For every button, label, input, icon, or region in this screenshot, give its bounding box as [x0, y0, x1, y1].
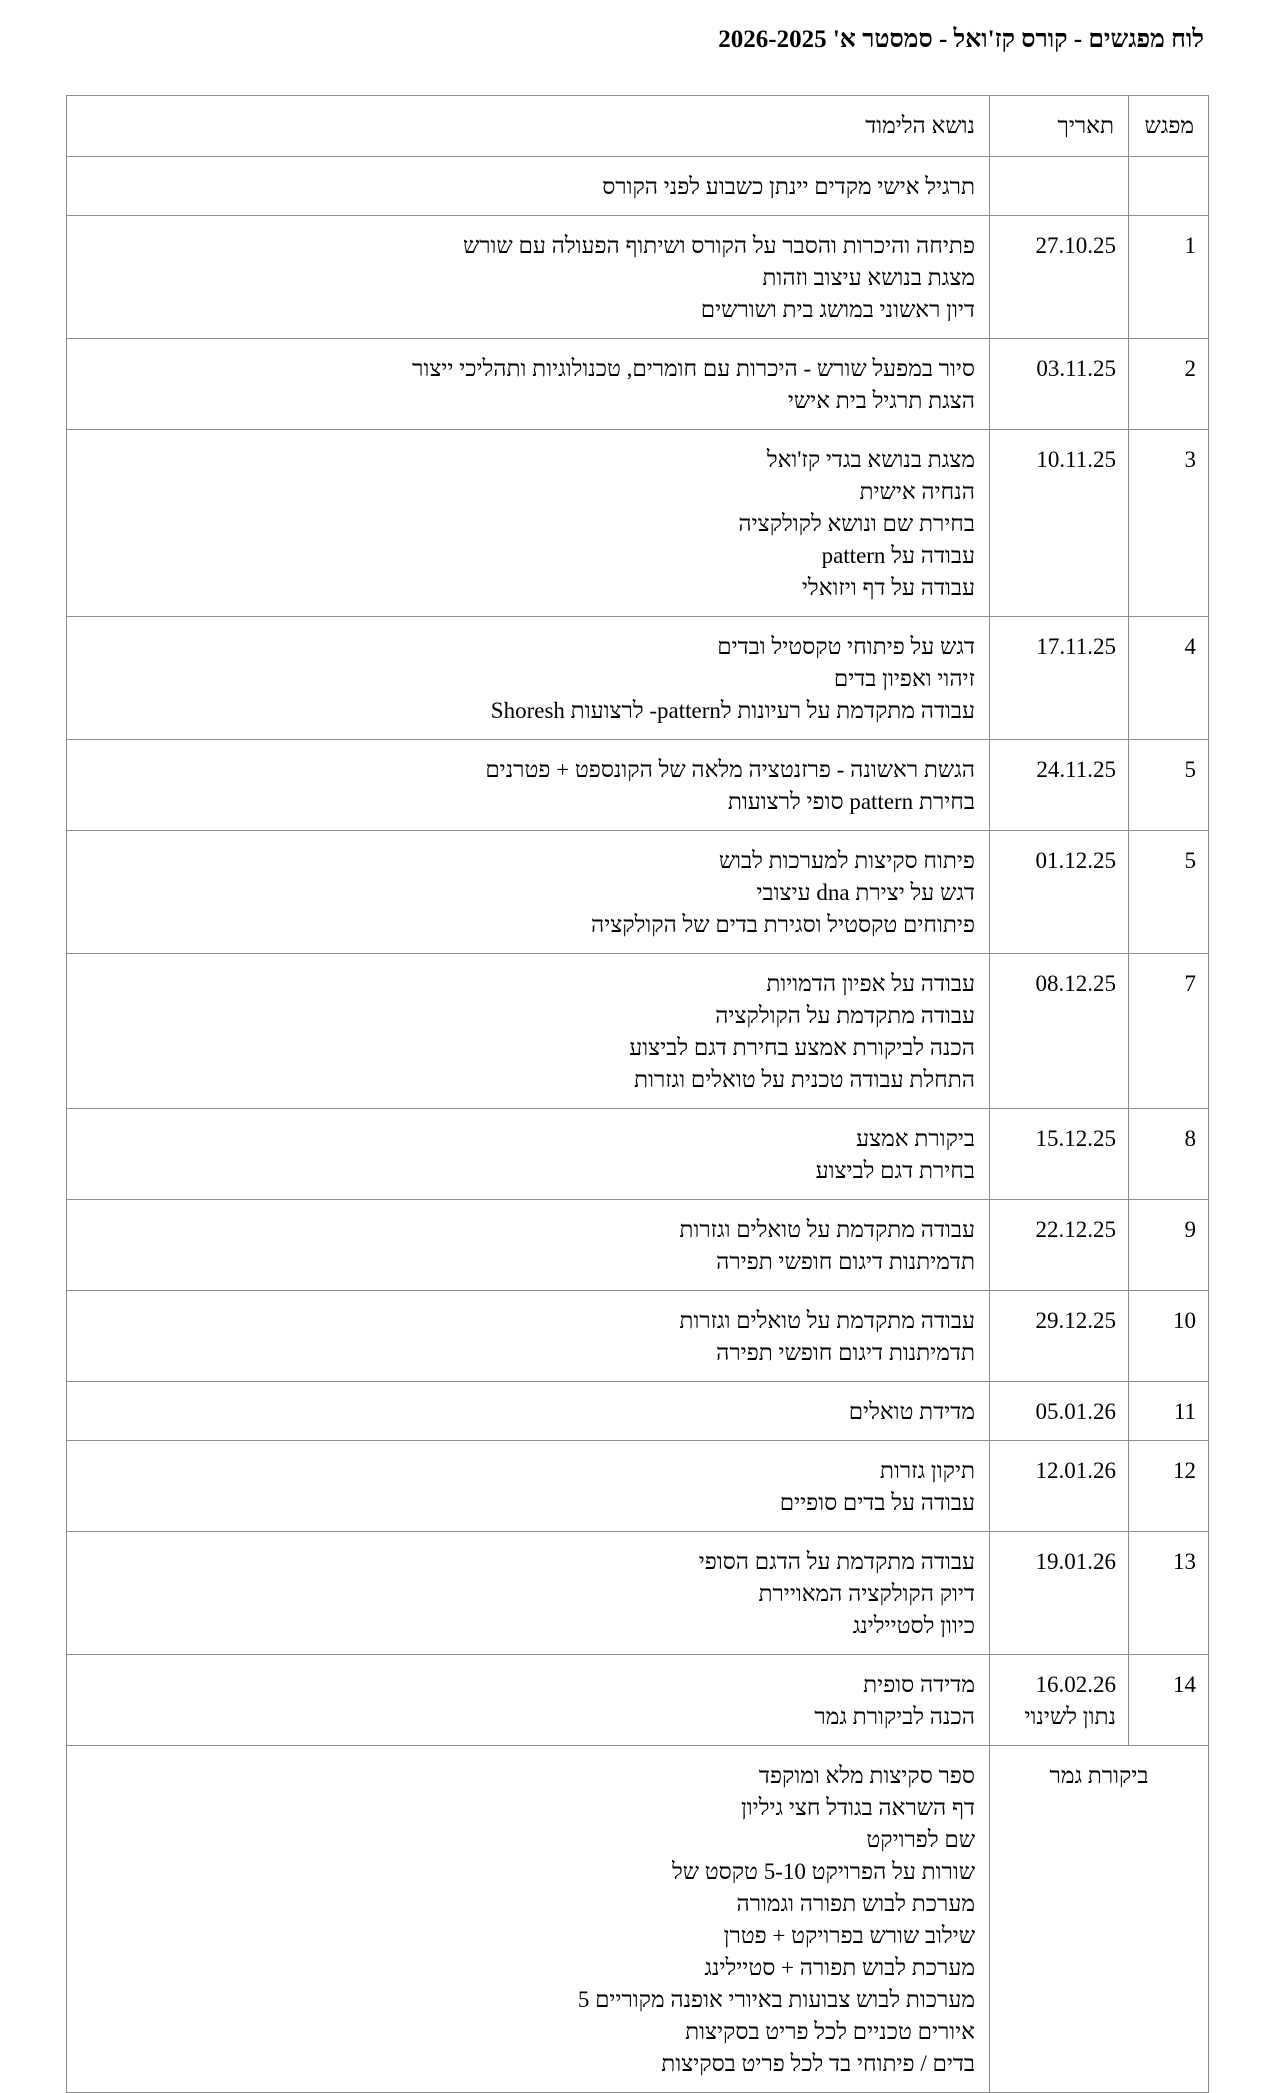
topic-line: ביקורת אמצע — [856, 1126, 975, 1151]
final-review-item: איורים טכניים לכל פריט בסקיצות — [685, 2019, 975, 2044]
date-text: 05.01.26 — [1035, 1399, 1116, 1424]
table-row — [67, 617, 1209, 740]
date-cell — [990, 430, 1129, 617]
topic-line: הכנה לביקורת גמר — [814, 1704, 975, 1729]
meeting-number-cell: 1 — [1129, 216, 1209, 339]
meeting-number-cell: 12 — [1129, 1441, 1209, 1532]
date-text: 15.12.25 — [1035, 1126, 1116, 1151]
topic-line: מדידת טואלים — [848, 1399, 975, 1424]
topic-line: בחירת דגם לביצוע — [815, 1158, 975, 1183]
table-header-row — [67, 96, 1209, 157]
topic-line: הנחיה אישית — [859, 479, 975, 504]
meeting-number-cell: 14 — [1129, 1655, 1209, 1746]
intro-row — [67, 157, 1209, 216]
topic-line: מדידה סופית — [863, 1672, 975, 1697]
topic-cell — [67, 216, 990, 339]
date-cell — [990, 954, 1129, 1109]
table-row — [67, 216, 1209, 339]
topic-cell — [67, 831, 990, 954]
topic-line: כיוון לסטיילינג — [852, 1613, 975, 1638]
topic-cell — [67, 1291, 990, 1382]
topic-line: עבודה על דף ויזואלי — [801, 575, 975, 600]
final-review-item: בדים / פיתוחי בד לכל פריט בסקיצות — [661, 2051, 975, 2076]
final-review-row — [67, 1746, 1209, 2093]
date-text: 10.11.25 — [1036, 447, 1116, 472]
topic-line: מצגת בנושא בגדי קז'ואל — [766, 447, 975, 472]
intro-date-cell — [990, 157, 1129, 216]
date-cell — [990, 1532, 1129, 1655]
topic-line: עבודה מתקדמת על הדגם הסופי — [698, 1549, 975, 1574]
topic-line: עבודה על בדים סופיים — [779, 1490, 975, 1515]
table-row — [67, 1532, 1209, 1655]
table-row — [67, 740, 1209, 831]
topic-line: פיתוח סקיצות למערכות לבוש — [718, 848, 975, 873]
date-cell — [990, 339, 1129, 430]
table-row — [67, 954, 1209, 1109]
date-cell — [990, 1109, 1129, 1200]
topic-line: סיור במפעל שורש - היכרות עם חומרים, טכנולוגיות ותהליכי ייצור — [412, 356, 975, 381]
topic-line: עבודה על pattern — [821, 543, 975, 568]
table-row — [67, 339, 1209, 430]
meeting-number-cell: 4 — [1129, 617, 1209, 740]
topic-line: הגשת ראשונה - פרזנטציה מלאה של הקונספט + פטרנים — [485, 757, 975, 782]
final-review-item: שורות על הפרויקט 5-10 טקסט של — [671, 1859, 975, 1884]
topic-line: פיתוחים טקסטיל וסגירת בדים של הקולקציה — [591, 912, 975, 937]
topic-line: דגש על יצירת dna עיצובי — [756, 880, 975, 905]
meeting-number-cell: 10 — [1129, 1291, 1209, 1382]
date-cell — [990, 1655, 1129, 1746]
topic-line: זיהוי ואפיון בדים — [833, 666, 975, 691]
topic-cell — [67, 617, 990, 740]
date-cell — [990, 1291, 1129, 1382]
meeting-number-cell: 13 — [1129, 1532, 1209, 1655]
final-review-items — [67, 1746, 990, 2093]
final-review-item: ספר סקיצות מלא ומוקפד — [758, 1763, 975, 1788]
date-cell — [990, 1441, 1129, 1532]
meeting-number-cell: 7 — [1129, 954, 1209, 1109]
date-cell — [990, 1382, 1129, 1441]
table-row — [67, 1291, 1209, 1382]
table-row — [67, 831, 1209, 954]
date-text: 16.02.26 — [1035, 1672, 1116, 1697]
date-text: 08.12.25 — [1035, 971, 1116, 996]
date-text: 01.12.25 — [1035, 848, 1116, 873]
meeting-number-cell: 5 — [1129, 831, 1209, 954]
date-text: 27.10.25 — [1035, 233, 1116, 258]
topic-line: פתיחה והיכרות והסבר על הקורס ושיתוף הפעולה עם שורש — [462, 233, 975, 258]
intro-topic-cell — [67, 157, 990, 216]
topic-line: תדמיתנות דיגום חופשי תפירה — [716, 1249, 975, 1274]
topic-line: עבודה מתקדמת על רעיונות לpattern- לרצועות Shoresh — [490, 698, 975, 723]
header-topic: נושא הלימוד — [67, 96, 990, 157]
topic-line: עבודה מתקדמת על הקולקציה — [715, 1003, 975, 1028]
final-review-item: דף השראה בגודל חצי גיליון — [740, 1795, 975, 1820]
topic-cell — [67, 740, 990, 831]
meeting-number-cell: 3 — [1129, 430, 1209, 617]
topic-line: דיון ראשוני במושג בית ושורשים — [700, 297, 975, 322]
meeting-number-cell: 11 — [1129, 1382, 1209, 1441]
date-text: 12.01.26 — [1035, 1458, 1116, 1483]
topic-line: מצגת בנושא עיצוב וזהות — [762, 265, 975, 290]
date-cell — [990, 1200, 1129, 1291]
topic-line: דיוק הקולקציה המאויירת — [758, 1581, 975, 1606]
date-text: 19.01.26 — [1035, 1549, 1116, 1574]
meeting-number-cell: 5 — [1129, 740, 1209, 831]
document-title: לוח מפגשים - קורס קז'ואל - סמסטר א' 2026-2025 — [718, 26, 1204, 53]
topic-line: התחלת עבודה טכנית על טואלים וגזרות — [634, 1067, 975, 1092]
meeting-number-cell: 9 — [1129, 1200, 1209, 1291]
topic-line: תדמיתנות דיגום חופשי תפירה — [716, 1340, 975, 1365]
topic-line: דגש על פיתוחי טקסטיל ובדים — [717, 634, 975, 659]
topic-line: הצגת תרגיל בית אישי — [787, 388, 975, 413]
table-row — [67, 1200, 1209, 1291]
final-review-item: מערכות לבוש צבועות באיורי אופנה מקוריים 5 — [577, 1987, 975, 2012]
date-text: 29.12.25 — [1035, 1308, 1116, 1333]
topic-line: בחירת pattern סופי לרצועות — [727, 789, 975, 814]
table-row — [67, 1382, 1209, 1441]
date-text: 22.12.25 — [1035, 1217, 1116, 1242]
topic-line: עבודה על אפיון הדמויות — [766, 971, 975, 996]
topic-cell — [67, 1532, 990, 1655]
topic-cell — [67, 1655, 990, 1746]
topic-cell — [67, 954, 990, 1109]
header-meeting: מפגש — [1129, 96, 1209, 157]
topic-cell — [67, 1109, 990, 1200]
topic-line: הכנה לביקורת אמצע בחירת דגם לביצוע — [629, 1035, 975, 1060]
date-cell — [990, 216, 1129, 339]
final-review-label: ביקורת גמר — [990, 1746, 1209, 2093]
topic-cell — [67, 1382, 990, 1441]
topic-line: עבודה מתקדמת על טואלים וגזרות — [679, 1308, 975, 1333]
table-row — [67, 1109, 1209, 1200]
date-text: 24.11.25 — [1036, 757, 1116, 782]
topic-cell — [67, 430, 990, 617]
schedule-table — [66, 95, 1209, 2093]
table-row — [67, 1441, 1209, 1532]
final-review-item: מערכת לבוש תפורה + סטיילינג — [704, 1955, 975, 1980]
topic-line: בחירת שם ונושא לקולקציה — [738, 511, 975, 536]
table-row — [67, 1655, 1209, 1746]
final-review-item: שילוב שורש בפרויקט + פטרן — [723, 1923, 975, 1948]
date-cell — [990, 831, 1129, 954]
final-review-item: שם לפרויקט — [866, 1827, 975, 1852]
date-note: נתון לשינוי — [1024, 1704, 1116, 1729]
topic-line: תיקון גזרות — [879, 1458, 975, 1483]
date-cell — [990, 740, 1129, 831]
date-cell — [990, 617, 1129, 740]
date-text: 17.11.25 — [1036, 634, 1116, 659]
table-row — [67, 430, 1209, 617]
topic-line: עבודה מתקדמת על טואלים וגזרות — [679, 1217, 975, 1242]
header-date: תאריך — [990, 96, 1129, 157]
topic-cell — [67, 339, 990, 430]
intro-num-cell — [1129, 157, 1209, 216]
intro-text: תרגיל אישי מקדים יינתן כשבוע לפני הקורס — [602, 174, 975, 199]
topic-cell — [67, 1200, 990, 1291]
date-text: 03.11.25 — [1036, 356, 1116, 381]
topic-cell — [67, 1441, 990, 1532]
meeting-number-cell: 8 — [1129, 1109, 1209, 1200]
meeting-number-cell: 2 — [1129, 339, 1209, 430]
final-review-item: מערכת לבוש תפורה וגמורה — [736, 1891, 975, 1916]
